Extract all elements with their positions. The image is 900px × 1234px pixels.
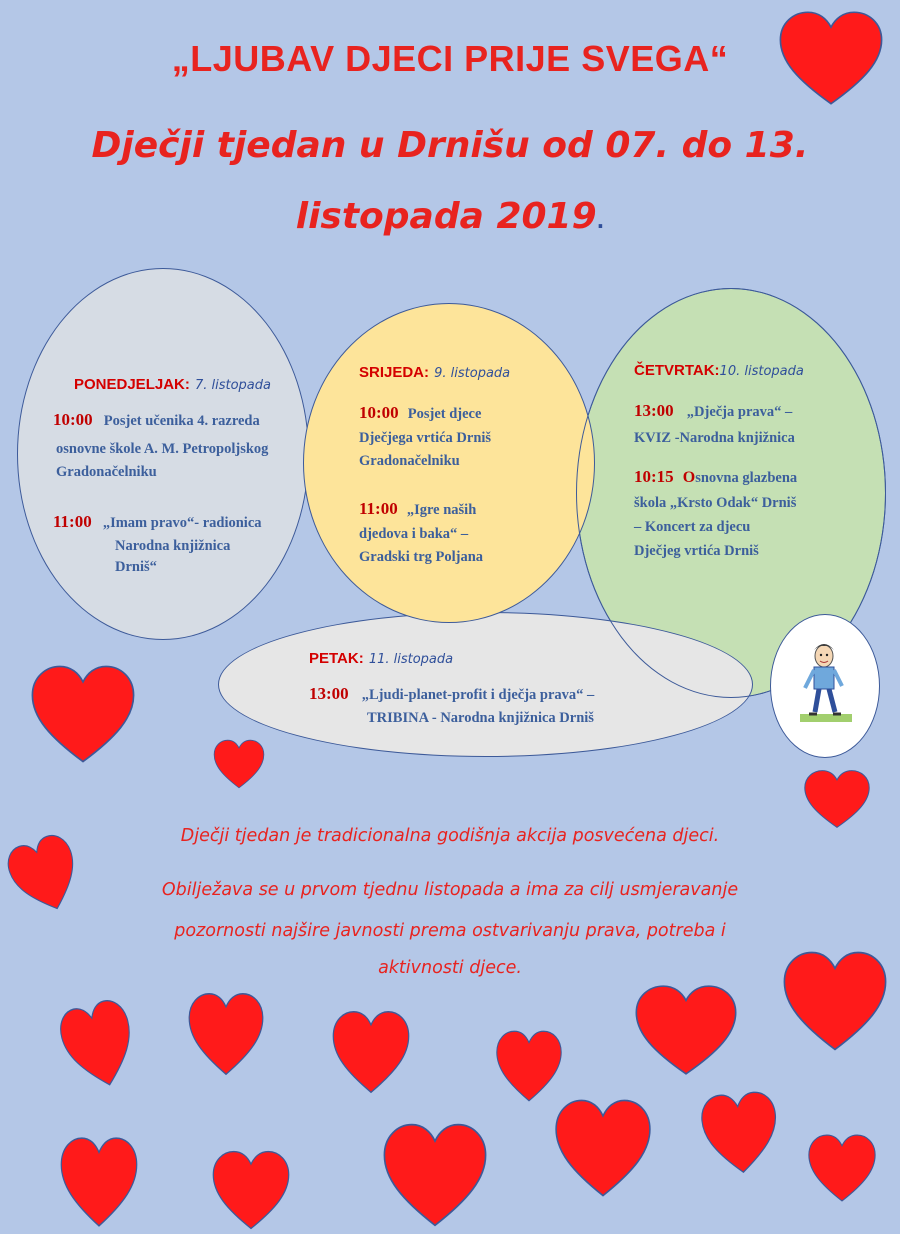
event-time: 13:00 <box>634 401 674 420</box>
heart-icon <box>212 738 266 790</box>
thursday-event-1 <box>634 401 792 424</box>
event-text: „Imam pravo“- radionica <box>102 515 262 531</box>
friday-header <box>309 648 453 667</box>
thursday-date: 10. listopada <box>719 364 804 379</box>
event-time: 10:00 <box>53 410 93 429</box>
poster-title: „LJUBAV DJECI PRIJE SVEGA“ <box>171 38 729 79</box>
monday-day: PONEDJELJAK: <box>74 376 190 393</box>
heart-icon <box>552 1096 654 1200</box>
wednesday-header <box>359 362 510 381</box>
event-text: osnovne škole A. M. Petropoljskog <box>56 441 269 457</box>
heart-icon <box>802 768 872 830</box>
event-text: Gradonačelniku <box>359 453 460 469</box>
thursday-header <box>634 360 804 379</box>
event-text: djedova i baka“ – <box>359 526 469 542</box>
event-text: Narodna knjižnica <box>115 538 231 554</box>
event-time: 10:15 <box>634 467 674 486</box>
event-text: Gradonačelniku <box>56 464 157 480</box>
event-time: 11:00 <box>359 499 398 518</box>
event-text: „Ljudi-planet-profit i dječja prava“ – <box>361 687 595 703</box>
heart-icon <box>776 8 886 108</box>
subtitle-dot: . <box>596 209 605 233</box>
event-text: Drniš“ <box>115 559 157 575</box>
paragraph-line: pozornosti najšire javnosti prema ostvarivanju prava, potreba i <box>174 921 726 941</box>
wednesday-event-2 <box>359 499 476 522</box>
event-text: škola „Krsto Odak“ Drniš <box>634 495 797 511</box>
event-time: 10:00 <box>359 403 399 422</box>
poster-subtitle-line1: Dječji tjedan u Drnišu od 07. do 13. <box>91 125 809 166</box>
heart-icon <box>186 990 266 1078</box>
wednesday-day: SRIJEDA: <box>359 364 430 381</box>
monday-event-2 <box>53 512 262 535</box>
event-text: Posjet učenika 4. razreda <box>103 413 260 429</box>
heart-icon <box>494 1028 564 1104</box>
event-text: Dječjega vrtića Drniš <box>359 430 492 446</box>
heart-icon <box>632 982 740 1078</box>
friday-date: 11. listopada <box>368 652 454 667</box>
event-text: Posjet djece <box>407 406 482 422</box>
event-text: Dječjeg vrtića Drniš <box>634 543 759 559</box>
paragraph-line: aktivnosti djece. <box>378 958 522 978</box>
paragraph-line: Dječji tjedan je tradicionalna godišnja akcija posvećena djeci. <box>180 826 720 846</box>
subtitle-text: listopada 2019 <box>295 196 597 237</box>
heart-icon <box>380 1120 490 1230</box>
wednesday-event-1 <box>359 403 481 426</box>
event-first-letter: O <box>682 469 696 486</box>
child-drawing-icon <box>795 636 855 736</box>
heart-icon <box>806 1132 878 1204</box>
event-text: – Koncert za djecu <box>634 519 751 535</box>
event-text: snovna glazbena <box>695 470 798 486</box>
event-text: TRIBINA - Narodna knjižnica Drniš <box>367 710 594 726</box>
event-text: KVIZ -Narodna knjižnica <box>634 430 795 446</box>
event-text: „Dječja prava“ – <box>686 404 793 420</box>
heart-icon <box>696 1087 783 1180</box>
heart-icon <box>780 948 890 1054</box>
heart-icon <box>330 1008 412 1096</box>
event-text: „Igre naših <box>406 502 477 518</box>
thursday-event-2 <box>634 466 797 490</box>
poster-subtitle-line2 <box>0 196 900 237</box>
friday-day: PETAK: <box>309 650 364 667</box>
heart-icon <box>210 1148 292 1232</box>
wednesday-date: 9. listopada <box>434 366 511 381</box>
event-time: 11:00 <box>53 512 92 531</box>
heart-icon <box>28 662 138 766</box>
paragraph-line: Obilježava se u prvom tjednu listopada a ima za cilj usmjeravanje <box>161 880 739 900</box>
monday-header <box>74 374 271 393</box>
heart-icon <box>58 1134 140 1230</box>
event-text: Gradski trg Poljana <box>359 549 484 565</box>
event-time: 13:00 <box>309 684 349 703</box>
friday-event-1 <box>309 684 594 707</box>
heart-icon <box>52 992 147 1098</box>
thursday-day: ČETVRTAK: <box>634 362 720 379</box>
monday-event-1 <box>53 410 260 433</box>
monday-date: 7. listopada <box>194 378 271 393</box>
